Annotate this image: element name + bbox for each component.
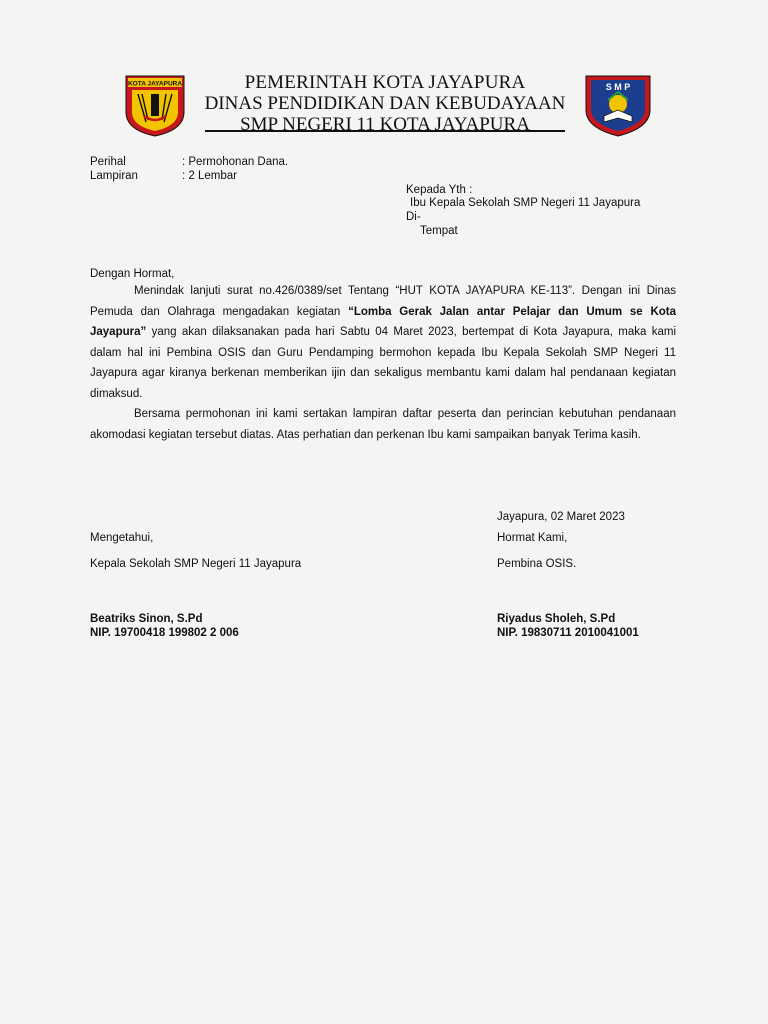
paragraph-1-text-a: Menindak lanjuti surat no.426/0389/set Tentang “HUT KOTA JAYAPURA KE-113”. Dengan ini Dinas Pemuda dan Olahraga mengadakan kegiatan (90, 285, 676, 318)
event-name: “Lomba Gerak Jalan antar Pelajar dan Umum se Kota Jayapura” (90, 305, 677, 339)
left-intro: Mengetahui, (90, 532, 154, 544)
smp-emblem-icon (582, 72, 654, 138)
letterhead (190, 72, 580, 135)
body-paragraph-1 (90, 281, 676, 405)
left-signatory-nip: NIP. 19700418 199802 2 006 (90, 627, 239, 639)
emblem-label: KOTA JAYAPURA (127, 80, 183, 88)
lampiran-value: : 2 Lembar (182, 170, 237, 182)
perihal-label: Perihal (90, 156, 126, 168)
paragraph-1-text-b: yang akan dilaksanakan pada hari Sabtu 04 Maret 2023, bertempat di Kota Jayapura, maka kami dalam hal ini Pembina OSIS dan Guru Pendamping bermohon kepada Ibu Kepala Sekolah SMP Negeri 11 Jayapura agar kiranya berkenan memberikan ijin dan sekaligus membantu kami dalam hal pendanaan kegiatan dimaksud. (90, 326, 676, 400)
letterhead-line-1: PEMERINTAH KOTA JAYAPURA (244, 72, 526, 93)
greeting: Dengan Hormat, (90, 268, 175, 280)
letterhead-line-3: SMP NEGERI 11 KOTA JAYAPURA (240, 114, 530, 135)
recipient-line-2: Ibu Kepala Sekolah SMP Negeri 11 Jayapura (410, 197, 641, 209)
letterhead-divider (205, 130, 565, 132)
letterhead-line-2: DINAS PENDIDIKAN DAN KEBUDAYAAN (204, 93, 566, 114)
right-intro: Hormat Kami, (497, 532, 568, 544)
right-role: Pembina OSIS. (497, 558, 577, 570)
paragraph-2-text: Bersama permohonan ini kami sertakan lampiran daftar peserta dan perincian kebutuhan pendanaan akomodasi kegiatan tersebut diatas. Atas perhatian dan perkenan Ibu kami sampaikan banyak Terima kasih. (90, 408, 676, 441)
letter-date: Jayapura, 02 Maret 2023 (497, 511, 625, 523)
recipient-line-1: Kepada Yth : (406, 184, 473, 196)
right-signatory-name: Riyadus Sholeh, S.Pd (497, 613, 616, 625)
emblem-smp-label: S M P (605, 82, 631, 92)
recipient-line-4: Tempat (420, 225, 458, 237)
left-role: Kepala Sekolah SMP Negeri 11 Jayapura (90, 558, 302, 570)
kota-jayapura-emblem-icon (122, 72, 188, 138)
lampiran-label: Lampiran (90, 170, 138, 182)
left-signatory-name: Beatriks Sinon, S.Pd (90, 613, 203, 625)
perihal-value: : Permohonan Dana. (182, 156, 289, 168)
recipient-line-3: Di- (406, 211, 421, 223)
body-paragraph-2 (90, 404, 676, 445)
right-signatory-nip: NIP. 19830711 2010041001 (497, 627, 639, 639)
